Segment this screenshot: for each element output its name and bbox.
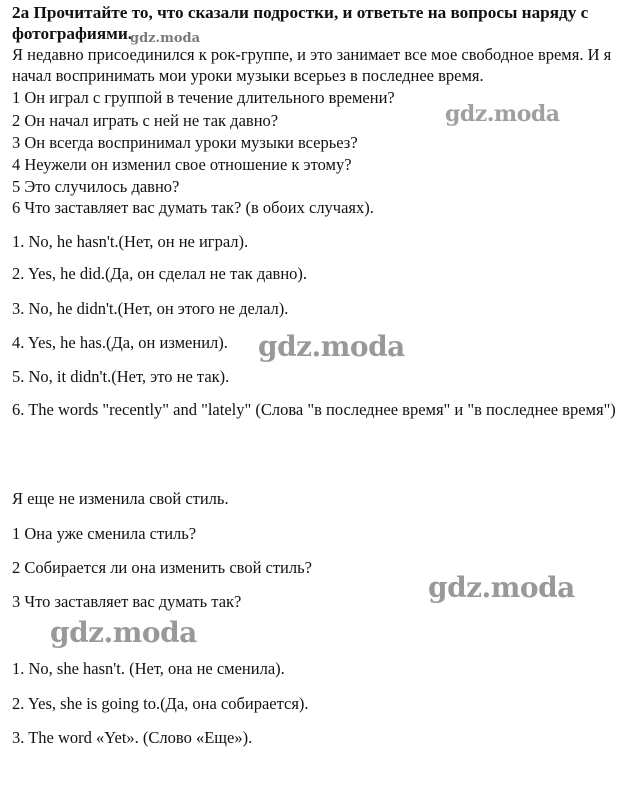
question-3: 3 Он всегда воспринимал уроки музыки всерьез?	[12, 133, 358, 152]
part2-text: Я еще не изменила свой стиль.	[12, 489, 229, 508]
question-2: 2 Он начал играть с ней не так давно?	[12, 111, 279, 130]
watermark-middle: gdz.moda	[258, 330, 405, 363]
part2-question-1: 1 Она уже сменила стиль?	[12, 524, 197, 543]
question-1: 1 Он играл с группой в течение длительного времени?	[12, 88, 395, 107]
watermark-title: gdz.moda	[130, 31, 201, 46]
answer-3: 3. No, he didn't.(Нет, он этого не делал).	[12, 299, 289, 318]
watermark-right-lower: gdz.moda	[428, 571, 575, 604]
answer-5: 5. No, it didn't.(Нет, это не так).	[12, 367, 230, 386]
part2-question-2: 2 Собирается ли она изменить свой стиль?	[12, 558, 312, 577]
answer-4: 4. Yes, he has.(Да, он изменил).	[12, 333, 228, 352]
task-title: 2а Прочитайте то, что сказали подростки, и ответьте на вопросы наряду с фотографиями.	[12, 3, 589, 43]
watermark-top-right: gdz.moda	[445, 101, 560, 127]
answer-6: 6. The words "recently" and "lately" (Слова "в последнее время" и "в последнее время")	[12, 400, 616, 419]
teen-text: Я недавно присоединился к рок-группе, и это занимает все мое свободное время. И я начал воспринимать мои уроки музыки всерьез в последнее время.	[12, 45, 612, 85]
part2-answer-3: 3. The word «Yet». (Слово «Еще»).	[12, 728, 253, 747]
answer-2: 2. Yes, he did.(Да, он сделал не так давно).	[12, 264, 308, 283]
part2-answer-1: 1. No, she hasn't. (Нет, она не сменила).	[12, 659, 285, 678]
question-5: 5 Это случилось давно?	[12, 177, 180, 196]
question-4: 4 Неужели он изменил свое отношение к этому?	[12, 155, 352, 174]
part2-question-3: 3 Что заставляет вас думать так?	[12, 592, 242, 611]
answer-1: 1. No, he hasn't.(Нет, он не играл).	[12, 232, 249, 251]
question-6: 6 Что заставляет вас думать так? (в обоих случаях).	[12, 198, 374, 217]
watermark-left-lower: gdz.moda	[50, 616, 197, 649]
part2-answer-2: 2. Yes, she is going to.(Да, она собирается).	[12, 694, 309, 713]
